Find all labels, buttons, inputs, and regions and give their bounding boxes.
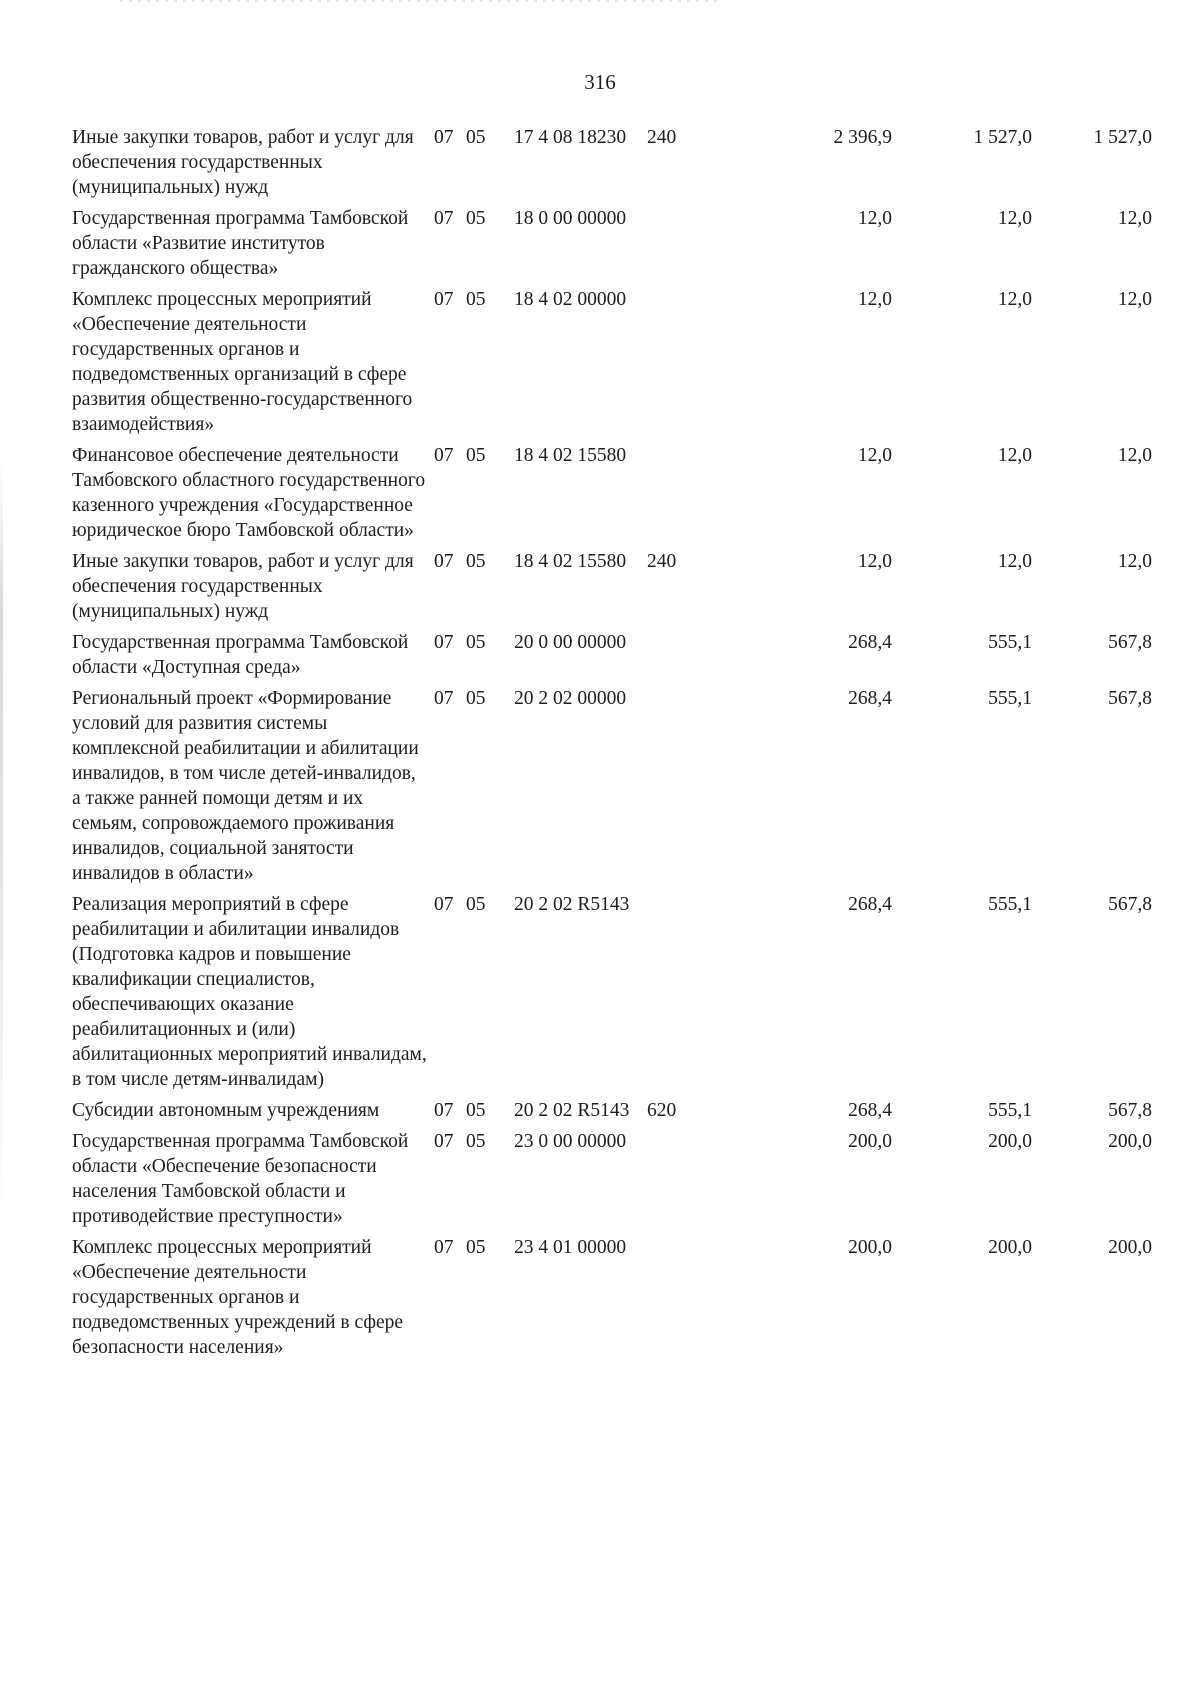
amount-year-2: 200,0	[988, 1131, 1032, 1152]
target-article-code: 20 2 02 R5143	[514, 894, 630, 915]
section-code: 07	[434, 1100, 454, 1121]
amount-year-3: 1 527,0	[1093, 127, 1152, 148]
amount-year-2: 555,1	[988, 688, 1032, 709]
row-name: Комплекс процессных мероприятий «Обеспечение деятельности государственных органов и подведомственных учреждений в сфере безопасности населения»	[72, 1237, 404, 1358]
section-code: 07	[434, 551, 454, 572]
target-article-code: 20 2 02 R5143	[514, 1100, 630, 1121]
section-code: 07	[434, 208, 454, 229]
amount-year-1: 12,0	[857, 208, 892, 229]
amount-year-1: 12,0	[857, 551, 892, 572]
section-code: 07	[434, 688, 454, 709]
amount-year-1: 268,4	[848, 688, 892, 709]
subsection-code: 05	[466, 1131, 486, 1152]
amount-year-3: 12,0	[1117, 445, 1152, 466]
table-row	[72, 686, 1172, 892]
amount-year-1: 268,4	[848, 632, 892, 653]
subsection-code: 05	[466, 208, 486, 229]
scan-artifact	[120, 0, 720, 2]
amount-year-3: 12,0	[1117, 551, 1152, 572]
amount-year-3: 567,8	[1108, 1100, 1152, 1121]
subsection-code: 05	[466, 127, 486, 148]
subsection-code: 05	[466, 1237, 486, 1258]
expense-type-code: 620	[647, 1100, 677, 1121]
amount-year-1: 268,4	[848, 894, 892, 915]
table-row	[72, 1098, 1172, 1129]
amount-year-1: 12,0	[857, 445, 892, 466]
expense-type-code: 240	[647, 127, 677, 148]
amount-year-2: 1 527,0	[973, 127, 1032, 148]
target-article-code: 18 4 02 15580	[514, 445, 627, 466]
amount-year-1: 200,0	[848, 1131, 892, 1152]
target-article-code: 17 4 08 18230	[514, 127, 627, 148]
amount-year-3: 200,0	[1108, 1237, 1152, 1258]
row-name: Региональный проект «Формирование условий для развития системы комплексной реабилитации и абилитации инвалидов, в том числе детей-инвалидов, а также ранней помощи детям и их семьям, сопровождаемого проживания инвалидов, социальной занятости инвалидов в области»	[72, 688, 419, 884]
amount-year-3: 200,0	[1108, 1131, 1152, 1152]
expense-type-code: 240	[647, 551, 677, 572]
section-code: 07	[434, 894, 454, 915]
table-row	[72, 549, 1172, 630]
table-row	[72, 125, 1172, 206]
target-article-code: 23 0 00 00000	[514, 1131, 627, 1152]
amount-year-2: 555,1	[988, 1100, 1032, 1121]
row-name: Финансовое обеспечение деятельности Тамбовского областного государственного казенного учреждения «Государственное юридическое бюро Тамбовской области»	[72, 445, 426, 541]
target-article-code: 18 4 02 00000	[514, 289, 627, 310]
amount-year-3: 567,8	[1108, 632, 1152, 653]
amount-year-3: 567,8	[1108, 894, 1152, 915]
subsection-code: 05	[466, 1100, 486, 1121]
table-row	[72, 892, 1172, 1098]
amount-year-2: 12,0	[997, 208, 1032, 229]
amount-year-2: 12,0	[997, 551, 1032, 572]
amount-year-3: 12,0	[1117, 208, 1152, 229]
row-name: Иные закупки товаров, работ и услуг для обеспечения государственных (муниципальных) нужд	[72, 127, 414, 198]
scan-margin-artifact	[0, 460, 3, 1220]
row-name: Реализация мероприятий в сфере реабилитации и абилитации инвалидов (Подготовка кадров и повышение квалификации специалистов, обеспечивающих оказание реабилитационных и (или) абилитационных мероприятий инвалидам, в том числе детям-инвалидам)	[72, 894, 427, 1090]
amount-year-2: 12,0	[997, 289, 1032, 310]
section-code: 07	[434, 445, 454, 466]
target-article-code: 18 0 00 00000	[514, 208, 627, 229]
subsection-code: 05	[466, 289, 486, 310]
table-row	[72, 630, 1172, 686]
section-code: 07	[434, 127, 454, 148]
target-article-code: 23 4 01 00000	[514, 1237, 627, 1258]
table-row	[72, 206, 1172, 287]
row-name: Субсидии автономным учреждениям	[72, 1100, 380, 1121]
amount-year-2: 555,1	[988, 894, 1032, 915]
subsection-code: 05	[466, 632, 486, 653]
amount-year-1: 12,0	[857, 289, 892, 310]
table-row	[72, 287, 1172, 443]
section-code: 07	[434, 289, 454, 310]
amount-year-2: 200,0	[988, 1237, 1032, 1258]
target-article-code: 20 2 02 00000	[514, 688, 627, 709]
subsection-code: 05	[466, 688, 486, 709]
section-code: 07	[434, 632, 454, 653]
table-body	[72, 125, 1172, 1366]
row-name: Комплекс процессных мероприятий «Обеспечение деятельности государственных органов и подведомственных организаций в сфере развития общественно-государственного взаимодействия»	[72, 289, 413, 435]
table-row	[72, 1235, 1172, 1366]
page-number: 316	[584, 70, 616, 94]
row-name: Государственная программа Тамбовской области «Доступная среда»	[72, 632, 409, 678]
target-article-code: 20 0 00 00000	[514, 632, 627, 653]
amount-year-1: 2 396,9	[833, 127, 892, 148]
subsection-code: 05	[466, 445, 486, 466]
subsection-code: 05	[466, 551, 486, 572]
section-code: 07	[434, 1237, 454, 1258]
row-name: Государственная программа Тамбовской области «Развитие институтов гражданского общества»	[72, 208, 409, 279]
row-name: Государственная программа Тамбовской области «Обеспечение безопасности населения Тамбовской области и противодействие преступности»	[72, 1131, 409, 1227]
amount-year-3: 12,0	[1117, 289, 1152, 310]
amount-year-3: 567,8	[1108, 688, 1152, 709]
amount-year-2: 12,0	[997, 445, 1032, 466]
amount-year-1: 200,0	[848, 1237, 892, 1258]
subsection-code: 05	[466, 894, 486, 915]
table-row	[72, 443, 1172, 549]
budget-table	[72, 125, 1172, 1366]
amount-year-1: 268,4	[848, 1100, 892, 1121]
section-code: 07	[434, 1131, 454, 1152]
table-row	[72, 1129, 1172, 1235]
row-name: Иные закупки товаров, работ и услуг для обеспечения государственных (муниципальных) нужд	[72, 551, 414, 622]
amount-year-2: 555,1	[988, 632, 1032, 653]
target-article-code: 18 4 02 15580	[514, 551, 627, 572]
